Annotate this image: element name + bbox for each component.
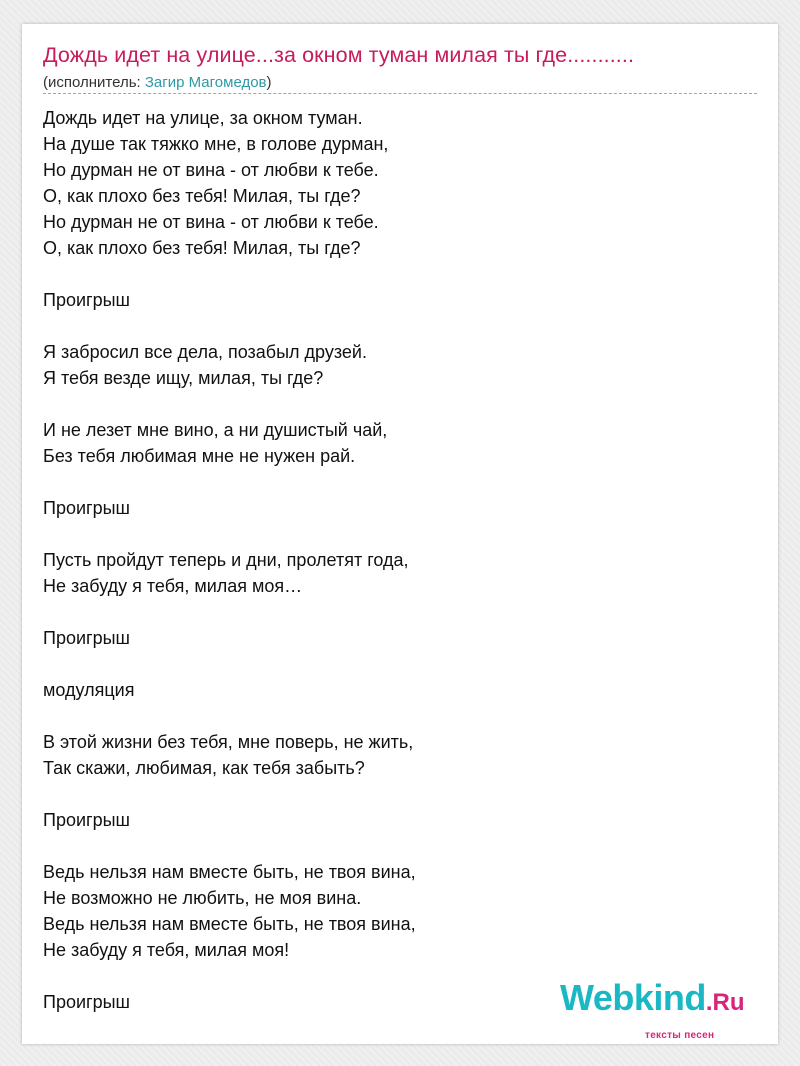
lyrics-blank-line xyxy=(43,703,743,729)
lyrics-line: Но дурман не от вина - от любви к тебе. xyxy=(43,160,379,180)
logo-wordmark: Webkind xyxy=(560,977,706,1018)
artist-link[interactable]: Загир Магомедов xyxy=(144,74,267,91)
lyrics-blank-line xyxy=(43,261,743,287)
lyrics-line: Проигрыш xyxy=(43,628,130,648)
lyrics-blank-line xyxy=(43,833,743,859)
lyrics-line: Дождь идет на улице, за окном туман. xyxy=(43,108,363,128)
lyrics-line: модуляция xyxy=(43,680,135,700)
lyrics-line: И не лезет мне вино, а ни душистый чай, xyxy=(43,420,388,440)
lyrics-line: Без тебя любимая мне не нужен рай. xyxy=(43,446,356,466)
lyrics-text xyxy=(43,105,743,1015)
logo-tld: .Ru xyxy=(705,989,745,1016)
lyrics-line: О, как плохо без тебя! Милая, ты где? xyxy=(43,186,361,206)
logo-tagline: тексты песен xyxy=(645,1030,715,1041)
artist-line xyxy=(43,74,272,91)
site-logo[interactable] xyxy=(560,977,745,1019)
lyrics-line: Не забуду я тебя, милая моя… xyxy=(43,576,303,596)
lyrics-blank-line xyxy=(43,651,743,677)
lyrics-line: Я тебя везде ищу, милая, ты где? xyxy=(43,368,324,388)
lyrics-blank-line xyxy=(43,781,743,807)
lyrics-line: Я забросил все дела, позабыл друзей. xyxy=(43,342,367,362)
song-title: Дождь идет на улице...за окном туман милая ты где........... xyxy=(43,43,635,67)
lyrics-card xyxy=(22,24,778,1044)
lyrics-line: В этой жизни без тебя, мне поверь, не жить, xyxy=(43,732,414,752)
lyrics-line: Не забуду я тебя, милая моя! xyxy=(43,940,290,960)
lyrics-line: Проигрыш xyxy=(43,498,130,518)
artist-suffix: ) xyxy=(266,74,272,91)
lyrics-line: О, как плохо без тебя! Милая, ты где? xyxy=(43,238,361,258)
lyrics-blank-line xyxy=(43,521,743,547)
title-divider xyxy=(43,93,757,94)
lyrics-blank-line xyxy=(43,469,743,495)
lyrics-line: Так скажи, любимая, как тебя забыть? xyxy=(43,758,365,778)
lyrics-line: На душе так тяжко мне, в голове дурман, xyxy=(43,134,389,154)
lyrics-blank-line xyxy=(43,391,743,417)
lyrics-line: Пусть пройдут теперь и дни, пролетят года, xyxy=(43,550,409,570)
lyrics-line: Проигрыш xyxy=(43,290,130,310)
lyrics-line: Ведь нельзя нам вместе быть, не твоя вина, xyxy=(43,862,416,882)
lyrics-line: Проигрыш xyxy=(43,810,130,830)
artist-prefix: (исполнитель: xyxy=(43,74,145,91)
lyrics-line: Проигрыш xyxy=(43,992,130,1012)
lyrics-line: Ведь нельзя нам вместе быть, не твоя вина, xyxy=(43,914,416,934)
lyrics-blank-line xyxy=(43,313,743,339)
lyrics-line: Не возможно не любить, не моя вина. xyxy=(43,888,362,908)
lyrics-line: Но дурман не от вина - от любви к тебе. xyxy=(43,212,379,232)
lyrics-blank-line xyxy=(43,599,743,625)
